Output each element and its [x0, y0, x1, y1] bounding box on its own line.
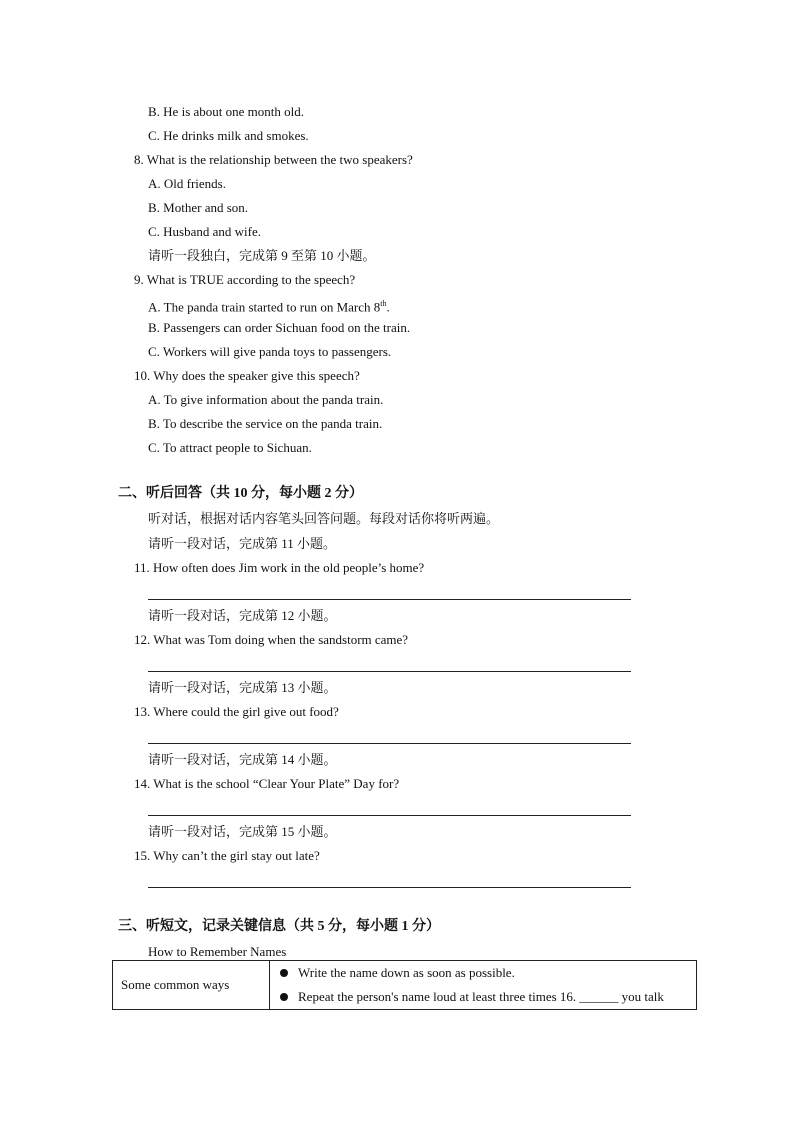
instruction-12: 请听一段对话，完成第 12 小题。: [148, 608, 337, 623]
notes-table: [112, 960, 697, 1010]
table-title: How to Remember Names: [148, 944, 287, 959]
q8-option-b: B. Mother and son.: [148, 200, 249, 215]
q9-option-a-text: A. The panda train started to run on March 8: [148, 299, 381, 315]
q15-question: 15. Why can’t the girl stay out late?: [134, 848, 320, 863]
instruction-14: 请听一段对话，完成第 14 小题。: [148, 752, 337, 767]
q10-option-a: A. To give information about the panda train.: [148, 392, 384, 407]
bullet-icon: [280, 993, 288, 1001]
q13-question: 13. Where could the girl give out food?: [134, 704, 339, 719]
q14-question: 14. What is the school “Clear Your Plate” Day for?: [134, 776, 400, 791]
section2-intro: 听对话，根据对话内容笔头回答问题。每段对话你将听两遍。: [148, 511, 500, 526]
list-item: [270, 961, 696, 985]
q10-option-c: C. To attract people to Sichuan.: [148, 440, 312, 455]
q10-option-b: B. To describe the service on the panda train.: [148, 416, 383, 431]
bullet-text-2: Repeat the person's name loud at least three times 16. ______ you talk: [298, 989, 664, 1004]
q8-question: 8. What is the relationship between the two speakers?: [134, 152, 413, 167]
q12-answer-line[interactable]: [148, 671, 631, 672]
q9-option-c: C. Workers will give panda toys to passengers.: [148, 344, 392, 359]
instruction-9-10: 请听一段独白，完成第 9 至第 10 小题。: [148, 248, 376, 263]
instruction-11: 请听一段对话，完成第 11 小题。: [148, 536, 337, 551]
q9-option-b: B. Passengers can order Sichuan food on the train.: [148, 320, 411, 335]
bullet-icon: [280, 969, 288, 977]
instruction-15: 请听一段对话，完成第 15 小题。: [148, 824, 337, 839]
q15-answer-line[interactable]: [148, 887, 631, 888]
table-row: [113, 961, 697, 1010]
q7-option-b: B. He is about one month old.: [148, 104, 304, 119]
bullet-text-1: Write the name down as soon as possible.: [298, 965, 515, 980]
section3-title: 三、听短文，记录关键信息（共 5 分，每小题 1 分）: [118, 919, 440, 934]
list-item: [270, 985, 696, 1009]
q13-answer-line[interactable]: [148, 743, 631, 744]
q9-option-a-sup: th: [380, 299, 387, 308]
q9-option-a: [148, 296, 390, 315]
q7-option-c: C. He drinks milk and smokes.: [148, 128, 309, 143]
bullet-cell: [270, 961, 697, 1010]
q8-option-a: A. Old friends.: [148, 176, 226, 191]
q9-option-a-end: .: [386, 299, 390, 315]
q8-option-c: C. Husband and wife.: [148, 224, 262, 239]
q10-question: 10. Why does the speaker give this speech?: [134, 368, 360, 383]
q11-question: 11. How often does Jim work in the old people’s home?: [134, 560, 425, 575]
instruction-13: 请听一段对话，完成第 13 小题。: [148, 680, 337, 695]
q9-question: 9. What is TRUE according to the speech?: [134, 272, 356, 287]
section2-title: 二、听后回答（共 10 分，每小题 2 分）: [118, 486, 363, 501]
row-label: Some common ways: [113, 961, 270, 1010]
q14-answer-line[interactable]: [148, 815, 631, 816]
q12-question: 12. What was Tom doing when the sandstorm came?: [134, 632, 409, 647]
q11-answer-line[interactable]: [148, 599, 631, 600]
